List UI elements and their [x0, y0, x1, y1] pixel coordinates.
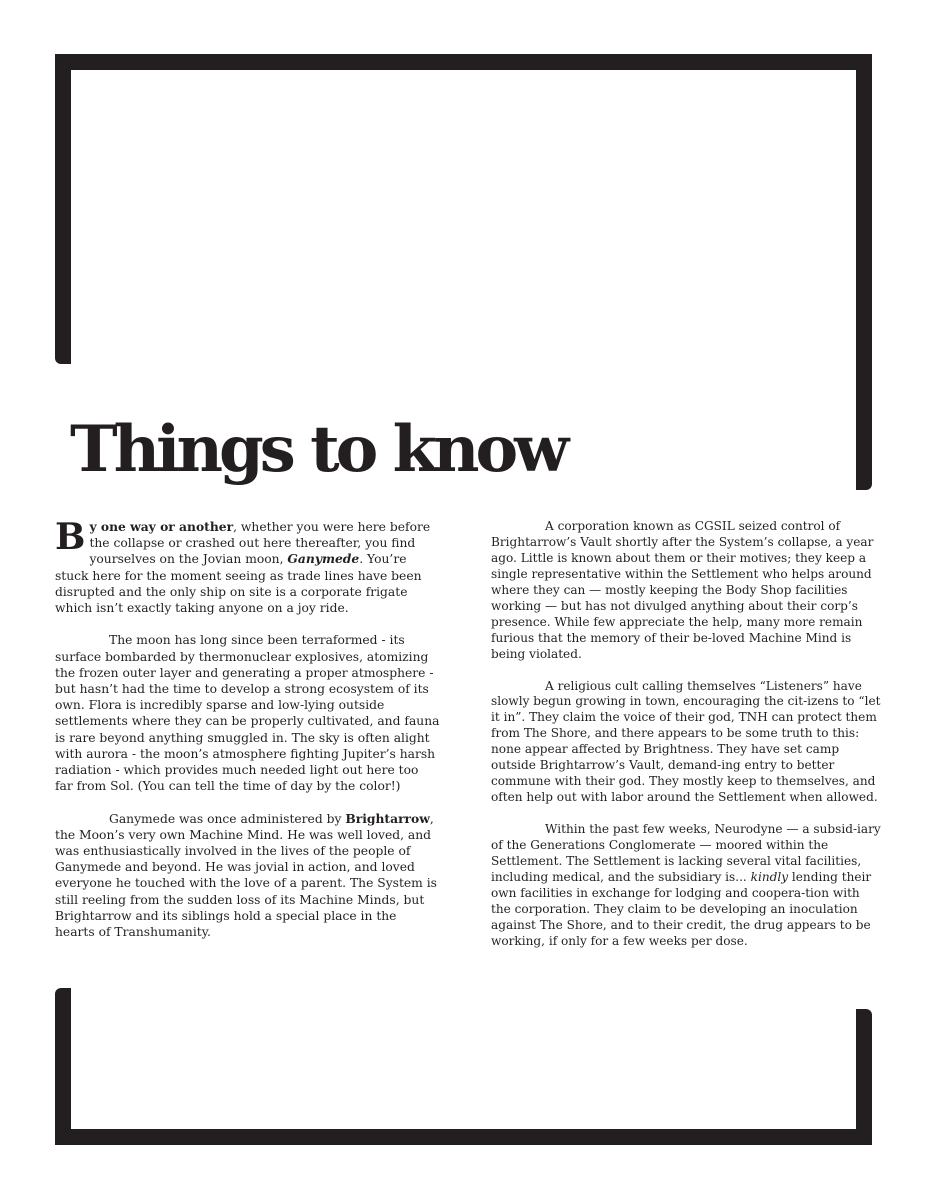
paragraph-neurodyne — [491, 822, 881, 950]
paragraph-terraforming — [55, 632, 440, 794]
terraforming-text: The moon has long since been terraformed - its surface bombarded by thermonuclear explosives, atomizing the frozen outer layer and generating a proper atmosphere - but hasn’t had the time to develop a strong ecosystem of its own. Flora is incredibly sparse and low-lying outside settlements where they can be properly cultivated, and fauna is rare beyond anything smuggled in. The sky is often alight with aurora - the moon’s atmosphere fighting Jupiter’s harsh radiation - which provides much needed light out here too far from Sol. (You can tell the time of day by the color!) — [55, 633, 440, 794]
kindly-italic: kindly — [750, 869, 789, 884]
brightarrow-text-b: , the Moon’s very own Machine Mind. He was well loved, and was enthusiastically involved in the lives of the people of Ganymede and beyond. He was jovial in action, and loved everyone he touched with the love of a parent. The System is still reeling from the sudden loss of its Machine Minds, but Brightarrow and its siblings hold a special place in the hearts of Transhumanity. — [55, 811, 437, 940]
intro-text-b: . You’re stuck here for the moment seeing as trade lines have been disrupted and the only ship on site is a corporate frigate which isn’t exactly taking anyone on a joy ride. — [55, 552, 422, 616]
brightarrow-text-a: Ganymede was once administered by — [109, 811, 346, 826]
brightarrow-name: Brightarrow — [345, 810, 430, 826]
lead-in-bold: y one way or another — [89, 519, 234, 534]
neurodyne-text-b: lending their own facilities in exchange for lodging and coopera-tion with the corporation. They claim to be developing an inoculation against The Shore, and to their credit, the drug appears to be working, if only for a few weeks per dose. — [491, 869, 872, 948]
frame-bottom-bar — [55, 1129, 872, 1145]
cgsil-text: A corporation known as CGSIL seized control of Brightarrow’s Vault shortly after the System’s collapse, a year ago. Little is known about them or their motives; they keep a single representative within the Settlement who helps around where they can — mostly keeping the Body Shop facilities working — but has not divulged anything about their corp’s presence. While few appreciate the help, many more remain furious that the memory of their be-loved Machine Mind is being violated. — [491, 519, 874, 661]
frame-left-lower-bar — [55, 988, 71, 1145]
paragraph-intro — [55, 516, 440, 616]
left-column — [55, 516, 440, 956]
paragraph-cgsil — [491, 519, 881, 663]
frame-right-lower-bar — [856, 1009, 872, 1145]
listeners-text: A religious cult calling themselves “Listeners” have slowly begun growing in town, encouraging the cit-izens to “let it in”. They claim the voice of their god, TNH can protect them from The Shore, and there appears to be some truth to this: none appear affected by Brightness. They have set camp outside Brightarrow’s Vault, demand-ing entry to better commune with their god. They mostly keep to themselves, and often help out with labor around the Settlement when allowed. — [491, 678, 881, 805]
frame-left-upper-bar — [55, 54, 71, 364]
frame-top-bar — [55, 54, 872, 70]
frame-right-upper-bar — [856, 54, 872, 490]
paragraph-brightarrow — [55, 811, 440, 941]
drop-cap: B — [55, 516, 86, 558]
neurodyne-text-a: Within the past few weeks, Neurodyne — a subsid-iary of the Generations Conglomerate — moored within the Settlement. The Settlement is lacking several vital facilities, including medical, and the subsidiary is... — [491, 822, 881, 884]
page-title: Things to know — [70, 412, 566, 487]
moon-name: Ganymede — [287, 551, 360, 567]
paragraph-listeners — [491, 679, 881, 807]
intro-text-a: , whether you were here before the collapse or crashed out here thereafter, you find yourselves on the Jovian moon, — [89, 520, 431, 567]
right-column — [491, 519, 881, 966]
